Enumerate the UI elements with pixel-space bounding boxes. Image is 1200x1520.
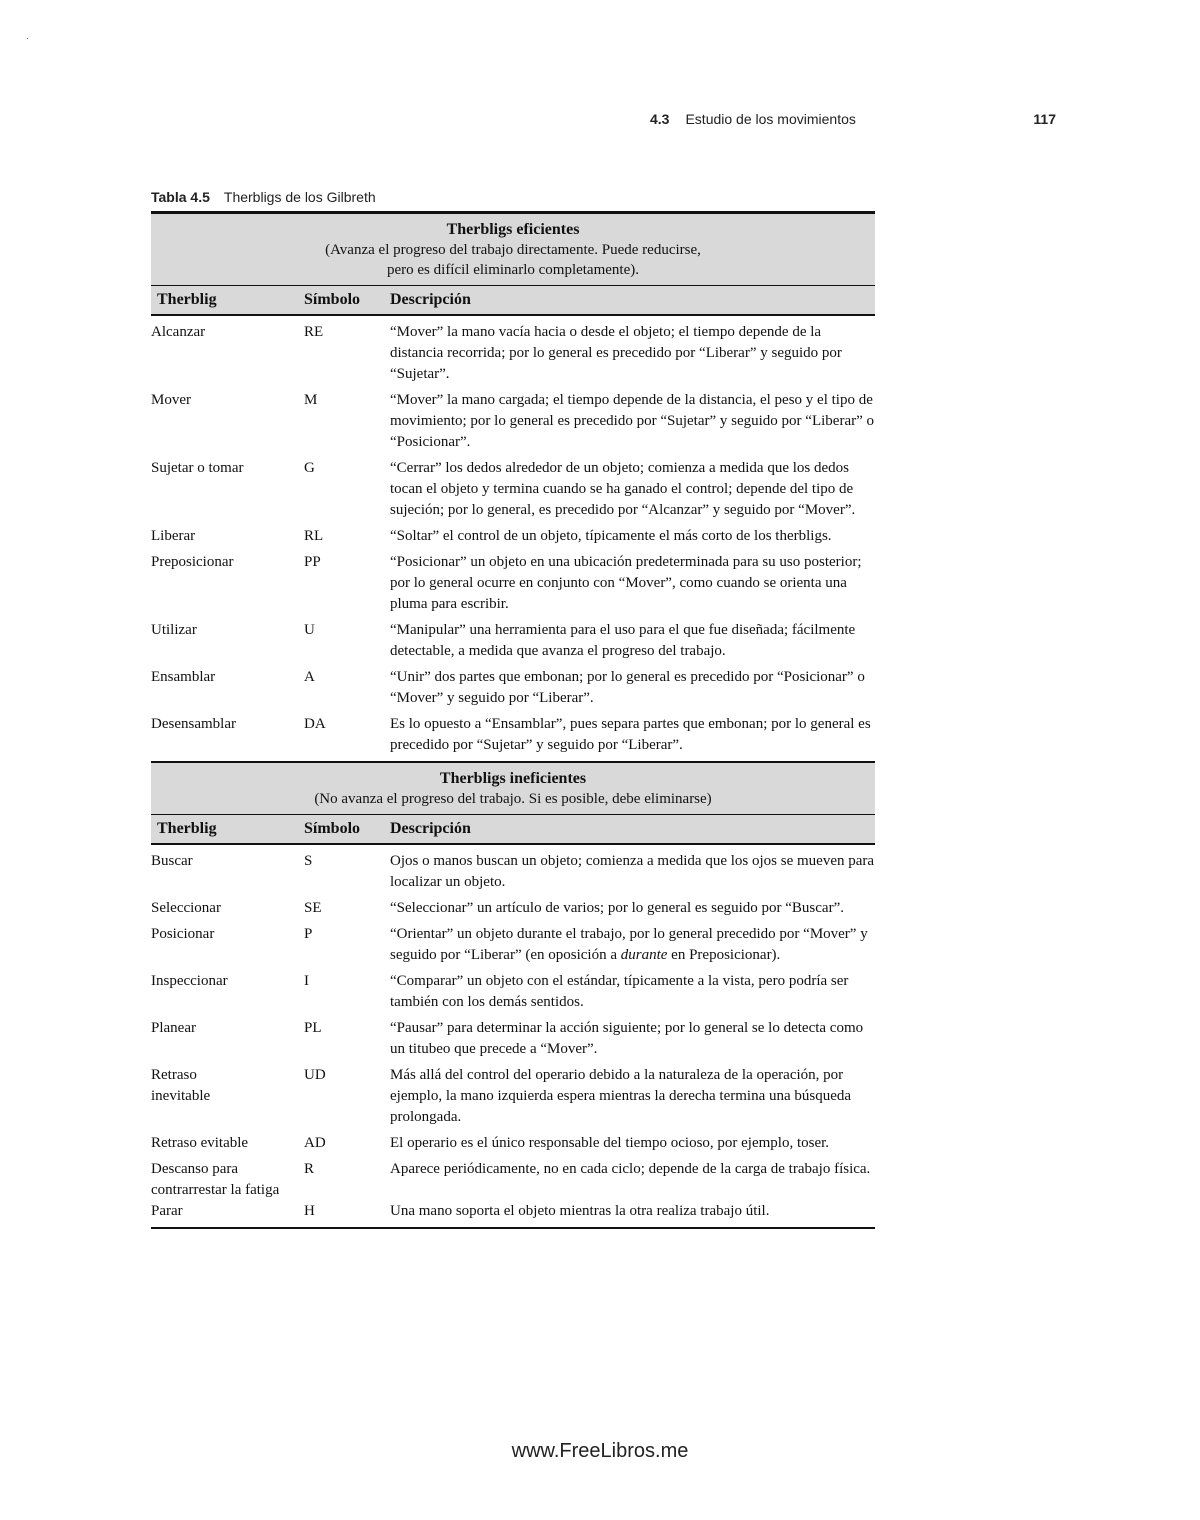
scan-speck xyxy=(27,38,28,39)
table-row xyxy=(151,971,875,1018)
therblig-description: Aparece periódicamente, no en cada ciclo; depende de la carga de trabajo física. xyxy=(390,1161,871,1177)
therblig-description: El operario es el único responsable del tiempo ocioso, por ejemplo, toser. xyxy=(390,1135,830,1151)
therblig-description: “Manipular” una herramienta para el uso para el que fue diseñada; fácilmente detectable, a medida que avanza el progreso del trabajo. xyxy=(390,622,856,659)
table-row xyxy=(151,1133,875,1159)
therblig-symbol: M xyxy=(304,392,318,408)
therblig-description: “Comparar” un objeto con el estándar, típicamente a la vista, pero podría ser también con los demás sentidos. xyxy=(390,973,849,1010)
therblig-name: Posicionar xyxy=(151,926,215,942)
therblig-name: Utilizar xyxy=(151,622,197,638)
therblig-symbol: PP xyxy=(304,554,321,570)
therblig-name xyxy=(151,1159,304,1201)
therblig-symbol: A xyxy=(304,669,315,685)
therblig-name-line: Descanso para xyxy=(151,1161,239,1177)
therblig-name: Alcanzar xyxy=(151,324,206,340)
efficient-section-header xyxy=(151,214,875,286)
therblig-symbol: P xyxy=(304,926,313,942)
therblig-symbol: UD xyxy=(304,1067,326,1083)
therblig-symbol: U xyxy=(304,622,315,638)
running-header xyxy=(650,111,1056,129)
therblig-name: Sujetar o tomar xyxy=(151,460,244,476)
therblig-symbol: SE xyxy=(304,900,322,916)
therblig-description xyxy=(390,924,875,971)
table-row xyxy=(151,526,875,552)
table-row xyxy=(151,1159,875,1201)
therbligs-table xyxy=(151,211,875,1229)
description-text: en Preposicionar). xyxy=(667,947,781,963)
therblig-symbol: S xyxy=(304,853,313,869)
therblig-name: Planear xyxy=(151,1020,196,1036)
table-row xyxy=(151,1065,875,1133)
therblig-name: Seleccionar xyxy=(151,900,221,916)
therblig-description: Más allá del control del operario debido a la naturaleza de la operación, por ejemplo, la mano izquierda espera mientras la derecha termina una búsqueda prolongada. xyxy=(390,1067,852,1125)
column-header-symbol: Símbolo xyxy=(304,815,390,845)
table-row xyxy=(151,714,875,762)
table-row xyxy=(151,898,875,924)
therblig-name: Desensamblar xyxy=(151,714,304,762)
table-row xyxy=(151,458,875,526)
therblig-name: Preposicionar xyxy=(151,554,234,570)
therblig-symbol: RL xyxy=(304,528,324,544)
column-header-symbol: Símbolo xyxy=(304,286,390,316)
table-row xyxy=(151,844,875,898)
table-row xyxy=(151,620,875,667)
table-caption xyxy=(151,189,875,205)
section-number: 4.3 xyxy=(650,111,670,127)
therblig-description: “Seleccionar” un artículo de varios; por lo general es seguido por “Buscar”. xyxy=(390,900,844,916)
therblig-description: “Posicionar” un objeto en una ubicación predeterminada para su uso posterior; por lo general ocurre en conjunto con “Mover”, como cuando se orienta una pluma para escribir. xyxy=(390,554,862,612)
description-emphasis: durante xyxy=(620,947,668,963)
therblig-description: “Cerrar” los dedos alrededor de un objeto; comienza a medida que los dedos tocan el objeto y termina cuando se ha ganado el control; depende del tipo de sujeción; por lo general, es precedido por “Alcanzar” y seguido por “Mover”. xyxy=(390,460,856,518)
therblig-symbol: RE xyxy=(304,324,324,340)
therblig-name: Buscar xyxy=(151,853,193,869)
therblig-symbol: I xyxy=(304,973,309,989)
efficient-section-title: Therbligs eficientes xyxy=(446,221,580,238)
therblig-name: Parar xyxy=(151,1201,304,1228)
therblig-name-line: inevitable xyxy=(151,1088,211,1104)
table-row xyxy=(151,667,875,714)
therblig-name: Ensamblar xyxy=(151,669,216,685)
therblig-symbol: R xyxy=(304,1161,315,1177)
therblig-symbol: H xyxy=(304,1201,390,1228)
table-row xyxy=(151,315,875,390)
efficient-column-headers xyxy=(151,286,875,316)
therblig-name: Liberar xyxy=(151,528,196,544)
table-row xyxy=(151,552,875,620)
therblig-name: Retraso evitable xyxy=(151,1135,249,1151)
inefficient-section-description: (No avanza el progreso del trabajo. Si es posible, debe eliminarse) xyxy=(314,791,712,807)
therblig-name-line: Retraso xyxy=(151,1067,197,1083)
table-title: Therbligs de los Gilbreth xyxy=(223,189,376,205)
column-header-description: Descripción xyxy=(390,815,875,845)
therblig-name-line: contrarrestar la fatiga xyxy=(151,1182,280,1198)
inefficient-section-title: Therbligs ineficientes xyxy=(439,770,587,787)
table-row xyxy=(151,924,875,971)
table-row xyxy=(151,1201,875,1228)
therblig-description: “Unir” dos partes que embonan; por lo general es precedido por “Posicionar” o “Mover” y seguido por “Liberar”. xyxy=(390,669,865,706)
description-text: “Orientar” un objeto durante el trabajo, por lo general precedido por “Mover” y seguido por “Liberar” (en oposición a xyxy=(390,926,868,963)
therblig-symbol: PL xyxy=(304,1020,322,1036)
therblig-description: Una mano soporta el objeto mientras la otra realiza trabajo útil. xyxy=(390,1201,875,1228)
table-label: Tabla 4.5 xyxy=(151,189,210,205)
column-header-therblig: Therblig xyxy=(151,815,304,845)
therblig-name: Inspeccionar xyxy=(151,973,228,989)
inefficient-column-headers xyxy=(151,815,875,845)
page-number: 117 xyxy=(1033,111,1056,127)
therblig-name: Mover xyxy=(151,392,191,408)
watermark-url: www.FreeLibros.me xyxy=(511,1440,689,1462)
therblig-symbol: DA xyxy=(304,714,390,762)
therblig-description: “Soltar” el control de un objeto, típicamente el más corto de los therbligs. xyxy=(390,528,832,544)
column-header-therblig: Therblig xyxy=(151,286,304,316)
therblig-description: “Mover” la mano cargada; el tiempo depende de la distancia, el peso y el tipo de movimiento; por lo general es precedido por “Sujetar” y seguido por “Liberar” o “Posicionar”. xyxy=(390,392,874,450)
therblig-description: “Mover” la mano vacía hacia o desde el objeto; el tiempo depende de la distancia recorrida; por lo general es precedido por “Liberar” y seguido por “Sujetar”. xyxy=(390,324,842,382)
column-header-description: Descripción xyxy=(390,286,875,316)
efficient-section-description-2: pero es difícil eliminarlo completamente). xyxy=(387,262,639,278)
table-row xyxy=(151,390,875,458)
efficient-section-description-1: (Avanza el progreso del trabajo directamente. Puede reducirse, xyxy=(325,242,701,258)
therblig-name xyxy=(151,1065,304,1133)
therblig-symbol: G xyxy=(304,460,315,476)
inefficient-section-header xyxy=(151,762,875,815)
therbligs-table-grid xyxy=(151,214,875,1229)
table-row xyxy=(151,1018,875,1065)
therblig-symbol: AD xyxy=(304,1135,326,1151)
therblig-description: Ojos o manos buscan un objeto; comienza a medida que los ojos se mueven para localizar un objeto. xyxy=(390,853,875,890)
therblig-description: “Pausar” para determinar la acción siguiente; por lo general se lo detecta como un titubeo que precede a “Mover”. xyxy=(390,1020,864,1057)
therblig-description: Es lo opuesto a “Ensamblar”, pues separa partes que embonan; por lo general es precedido por “Sujetar” y seguido por “Liberar”. xyxy=(390,714,875,762)
section-title: Estudio de los movimientos xyxy=(685,111,856,127)
